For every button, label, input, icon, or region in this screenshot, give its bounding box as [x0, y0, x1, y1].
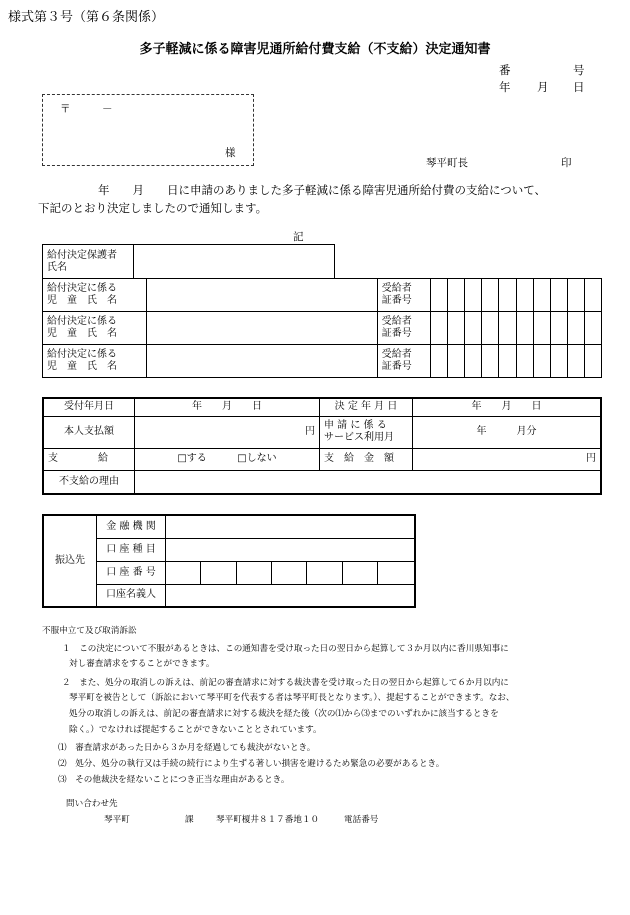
postal-dash: －: [102, 103, 113, 115]
transfer-group-label: 振込先: [43, 515, 97, 607]
supply-amount-field[interactable]: 円: [413, 448, 602, 470]
cert-digit[interactable]: [465, 345, 482, 378]
note-line: ２ また、処分の取消しの訴えは、前記の審査請求に対する裁決書を受け取った日の翌日から起算して６か月以内に: [62, 678, 509, 688]
account-type-label: 口 座 種 目: [97, 538, 166, 561]
child-label: 給付決定に係る 児 童 氏 名: [43, 345, 147, 378]
account-digit[interactable]: [378, 561, 415, 584]
non-supply-reason-label: 不支給の理由: [43, 470, 135, 494]
contact-address: 琴平町榎井８１７番地１０: [216, 815, 320, 825]
cert-digit[interactable]: [499, 279, 516, 312]
account-number-label: 口 座 番 号: [97, 561, 166, 584]
cert-digit[interactable]: [482, 345, 499, 378]
supply-amount-label: 支 給 金 額: [320, 448, 413, 470]
contact-heading: 問い合わせ先: [66, 799, 118, 809]
child-name-field[interactable]: [146, 279, 377, 312]
decision-date-field[interactable]: 年 月 日: [413, 398, 602, 416]
cert-digit[interactable]: [533, 279, 550, 312]
form-number: 様式第３号（第６条関係）: [8, 10, 165, 25]
cert-digit[interactable]: [482, 279, 499, 312]
cert-digit[interactable]: [567, 312, 584, 345]
cert-label: 受給者 証番号: [377, 345, 431, 378]
account-digit[interactable]: [342, 561, 377, 584]
address-box: [42, 94, 254, 166]
supply-label: 支 給: [43, 448, 135, 470]
cert-digit[interactable]: [584, 279, 601, 312]
account-digit[interactable]: [201, 561, 236, 584]
ki-heading: 記: [293, 231, 304, 243]
note-line: 処分の取消しの訴えは、前記の審査請求に対する裁決を経た後（次の⑴から⑶までのいずれかに該当するときを: [69, 709, 499, 719]
self-payment-label: 本人支払額: [43, 416, 135, 448]
date-month: 月: [537, 80, 549, 94]
cert-digit[interactable]: [584, 345, 601, 378]
child-name-field[interactable]: [146, 345, 377, 378]
intro-line-1: 年 月 日に申請のありました多子軽減に係る障害児通所給付費の支給について、: [98, 183, 547, 197]
account-type-field[interactable]: [166, 538, 416, 561]
note-line: １ この決定について不服があるときは、この通知書を受け取った日の翌日から起算して３か月以内に香川県知事に: [62, 644, 509, 654]
bank-field[interactable]: [166, 515, 416, 538]
account-holder-label: 口座名義人: [97, 584, 166, 607]
cert-digit[interactable]: [448, 279, 465, 312]
child-label: 給付決定に係る 児 童 氏 名: [43, 279, 147, 312]
children-table: [42, 278, 602, 378]
cert-digit[interactable]: [465, 279, 482, 312]
cert-digit[interactable]: [448, 312, 465, 345]
guardian-name-field[interactable]: [134, 245, 335, 279]
cert-digit[interactable]: [533, 345, 550, 378]
note-line: 対し審査請求をすることができます。: [69, 659, 215, 669]
honorific-sama: 様: [225, 147, 236, 159]
non-supply-reason-field[interactable]: [135, 470, 602, 494]
date-year: 年: [499, 80, 511, 94]
service-month-field[interactable]: 年 月分: [413, 416, 602, 448]
cert-digit[interactable]: [448, 345, 465, 378]
decision-table: [42, 397, 602, 495]
note-line: ⑴ 審査請求があった日から３か月を経過しても裁決がないとき。: [58, 743, 316, 753]
supply-no-checkbox[interactable]: □しない: [237, 453, 277, 464]
service-month-label: 申 請 に 係 る サービス利用月: [320, 416, 413, 448]
cert-digit[interactable]: [431, 279, 448, 312]
account-holder-field[interactable]: [166, 584, 416, 607]
decision-date-label: 決 定 年 月 日: [320, 398, 413, 416]
cert-digit[interactable]: [584, 312, 601, 345]
account-digit[interactable]: [307, 561, 342, 584]
cert-digit[interactable]: [550, 312, 567, 345]
cert-digit[interactable]: [533, 312, 550, 345]
child-label: 給付決定に係る 児 童 氏 名: [43, 312, 147, 345]
note-line: 除く。）でなければ提起することができないこととされています。: [69, 725, 322, 735]
account-digit[interactable]: [166, 561, 201, 584]
cert-digit[interactable]: [431, 345, 448, 378]
cert-digit[interactable]: [516, 312, 533, 345]
cert-digit[interactable]: [550, 345, 567, 378]
cert-digit[interactable]: [567, 345, 584, 378]
cert-digit[interactable]: [482, 312, 499, 345]
cert-digit[interactable]: [550, 279, 567, 312]
date-day: 日: [573, 80, 585, 94]
contact-section: 課: [185, 815, 194, 825]
note-line: ⑶ その他裁決を経ないことにつき正当な理由があるとき。: [58, 775, 290, 785]
cert-label: 受給者 証番号: [377, 312, 431, 345]
cert-digit[interactable]: [499, 345, 516, 378]
account-digit[interactable]: [272, 561, 307, 584]
cert-digit[interactable]: [567, 279, 584, 312]
cert-digit[interactable]: [431, 312, 448, 345]
issuer-mayor: 琴平町長: [426, 157, 468, 169]
cert-digit[interactable]: [516, 279, 533, 312]
guardian-table: [42, 244, 335, 279]
bank-label: 金 融 機 関: [97, 515, 166, 538]
postal-mark: 〒: [60, 103, 71, 115]
note-line: 琴平町を被告として（訴訟において琴平町を代表する者は琴平町長となります。）、提起することができます。なお、: [69, 693, 515, 703]
document-title: 多子軽減に係る障害児通所給付費支給（不支給）決定通知書: [139, 42, 491, 57]
cert-label: 受給者 証番号: [377, 279, 431, 312]
contact-phone-label: 電話番号: [344, 815, 379, 825]
cert-digit[interactable]: [516, 345, 533, 378]
transfer-table: [42, 514, 416, 608]
supply-yes-checkbox[interactable]: □する: [177, 453, 207, 464]
doc-number-label: 番: [499, 63, 511, 77]
notes-heading: 不服申立て及び取消訴訟: [42, 626, 137, 636]
guardian-label: 給付決定保護者 氏名: [43, 245, 134, 279]
cert-digit[interactable]: [499, 312, 516, 345]
child-name-field[interactable]: [146, 312, 377, 345]
issuer-seal: 印: [561, 157, 572, 169]
doc-number-suffix: 号: [573, 63, 585, 77]
received-date-field[interactable]: 年 月 日: [135, 398, 320, 416]
account-digit[interactable]: [236, 561, 271, 584]
cert-digit[interactable]: [465, 312, 482, 345]
self-payment-field[interactable]: 円: [135, 416, 320, 448]
received-date-label: 受付年月日: [43, 398, 135, 416]
supply-options: [135, 448, 320, 470]
intro-line-2: 下記のとおり決定しましたので通知します。: [38, 201, 268, 215]
contact-town: 琴平町: [104, 815, 130, 825]
note-line: ⑵ 処分、処分の執行又は手続の続行により生ずる著しい損害を避けるため緊急の必要があるとき。: [58, 759, 445, 769]
